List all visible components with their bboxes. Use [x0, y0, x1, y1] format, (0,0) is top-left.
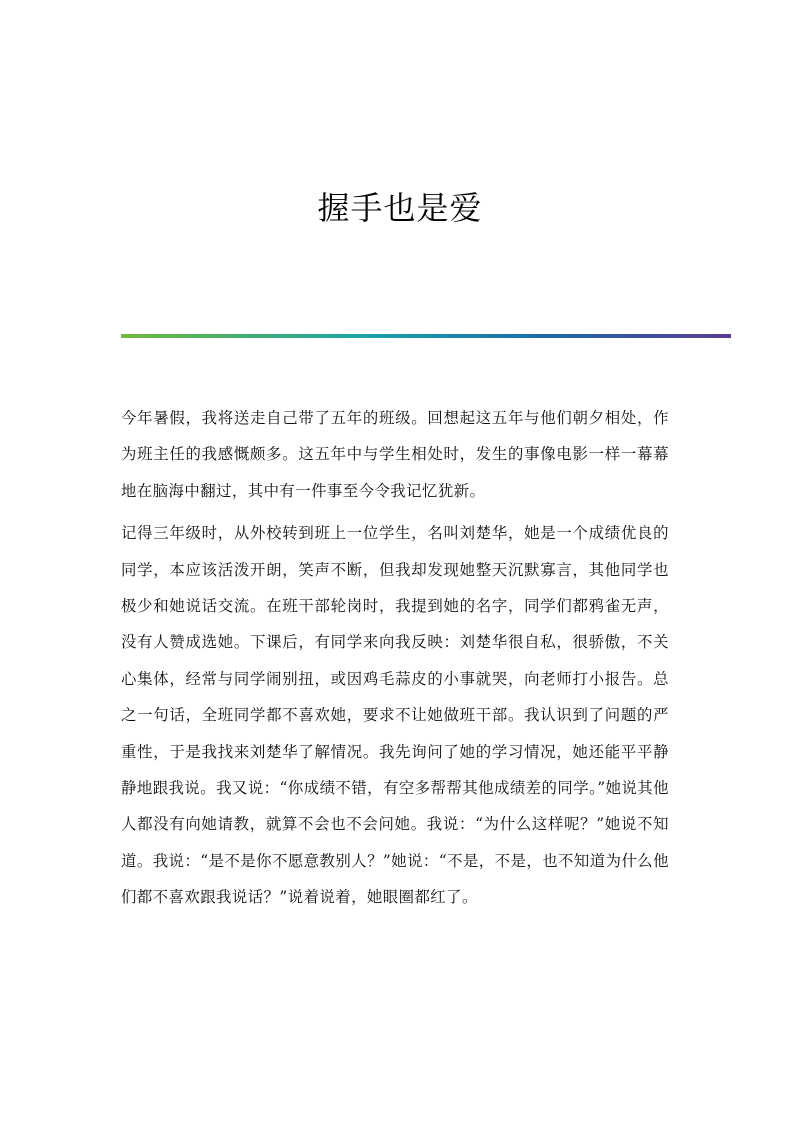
paragraph-1: 今年暑假，我将送走自己带了五年的班级。回想起这五年与他们朝夕相处，作为班主任的我感慨颇多。这五年中与学生相处时，发生的事像电影一样一幕幕地在脑海中翻过，其中有一件事至今令我记忆犹新。 [121, 409, 669, 500]
paragraph-2: 记得三年级时，从外校转到班上一位学生，名叫刘楚华，她是一个成绩优良的同学，本应该活泼开朗，笑声不断，但我却发现她整天沉默寡言，其他同学也极少和她说话交流。在班干部轮岗时，我提到她的名字，同学们都鸦雀无声，没有人赞成选她。下课后，有同学来向我反映：刘楚华很自私，很骄傲，不关心集体，经常与同学闹别扭，或因鸡毛蒜皮的小事就哭，向老师打小报告。总之一句话，全班同学都不喜欢她，要求不让她做班干部。我认识到了问题的严重性，于是我找来刘楚华了解情况。我先询问了她的学习情况，她还能平平静静地跟我说。我又说：“你成绩不错，有空多帮帮其他成绩差的同学。”她说其他人都没有向她请教，就算不会也不会问她。我说：“为什么这样呢？”她说不知道。我说：“是不是你不愿意教别人？”她说：“不是，不是，也不知道为什么他们都不喜欢跟我说话？”说着说着，她眼圈都红了。 [121, 524, 669, 907]
document-title: 握手也是爱 [317, 189, 483, 227]
document-body [121, 400, 669, 922]
title-divider [121, 334, 731, 338]
